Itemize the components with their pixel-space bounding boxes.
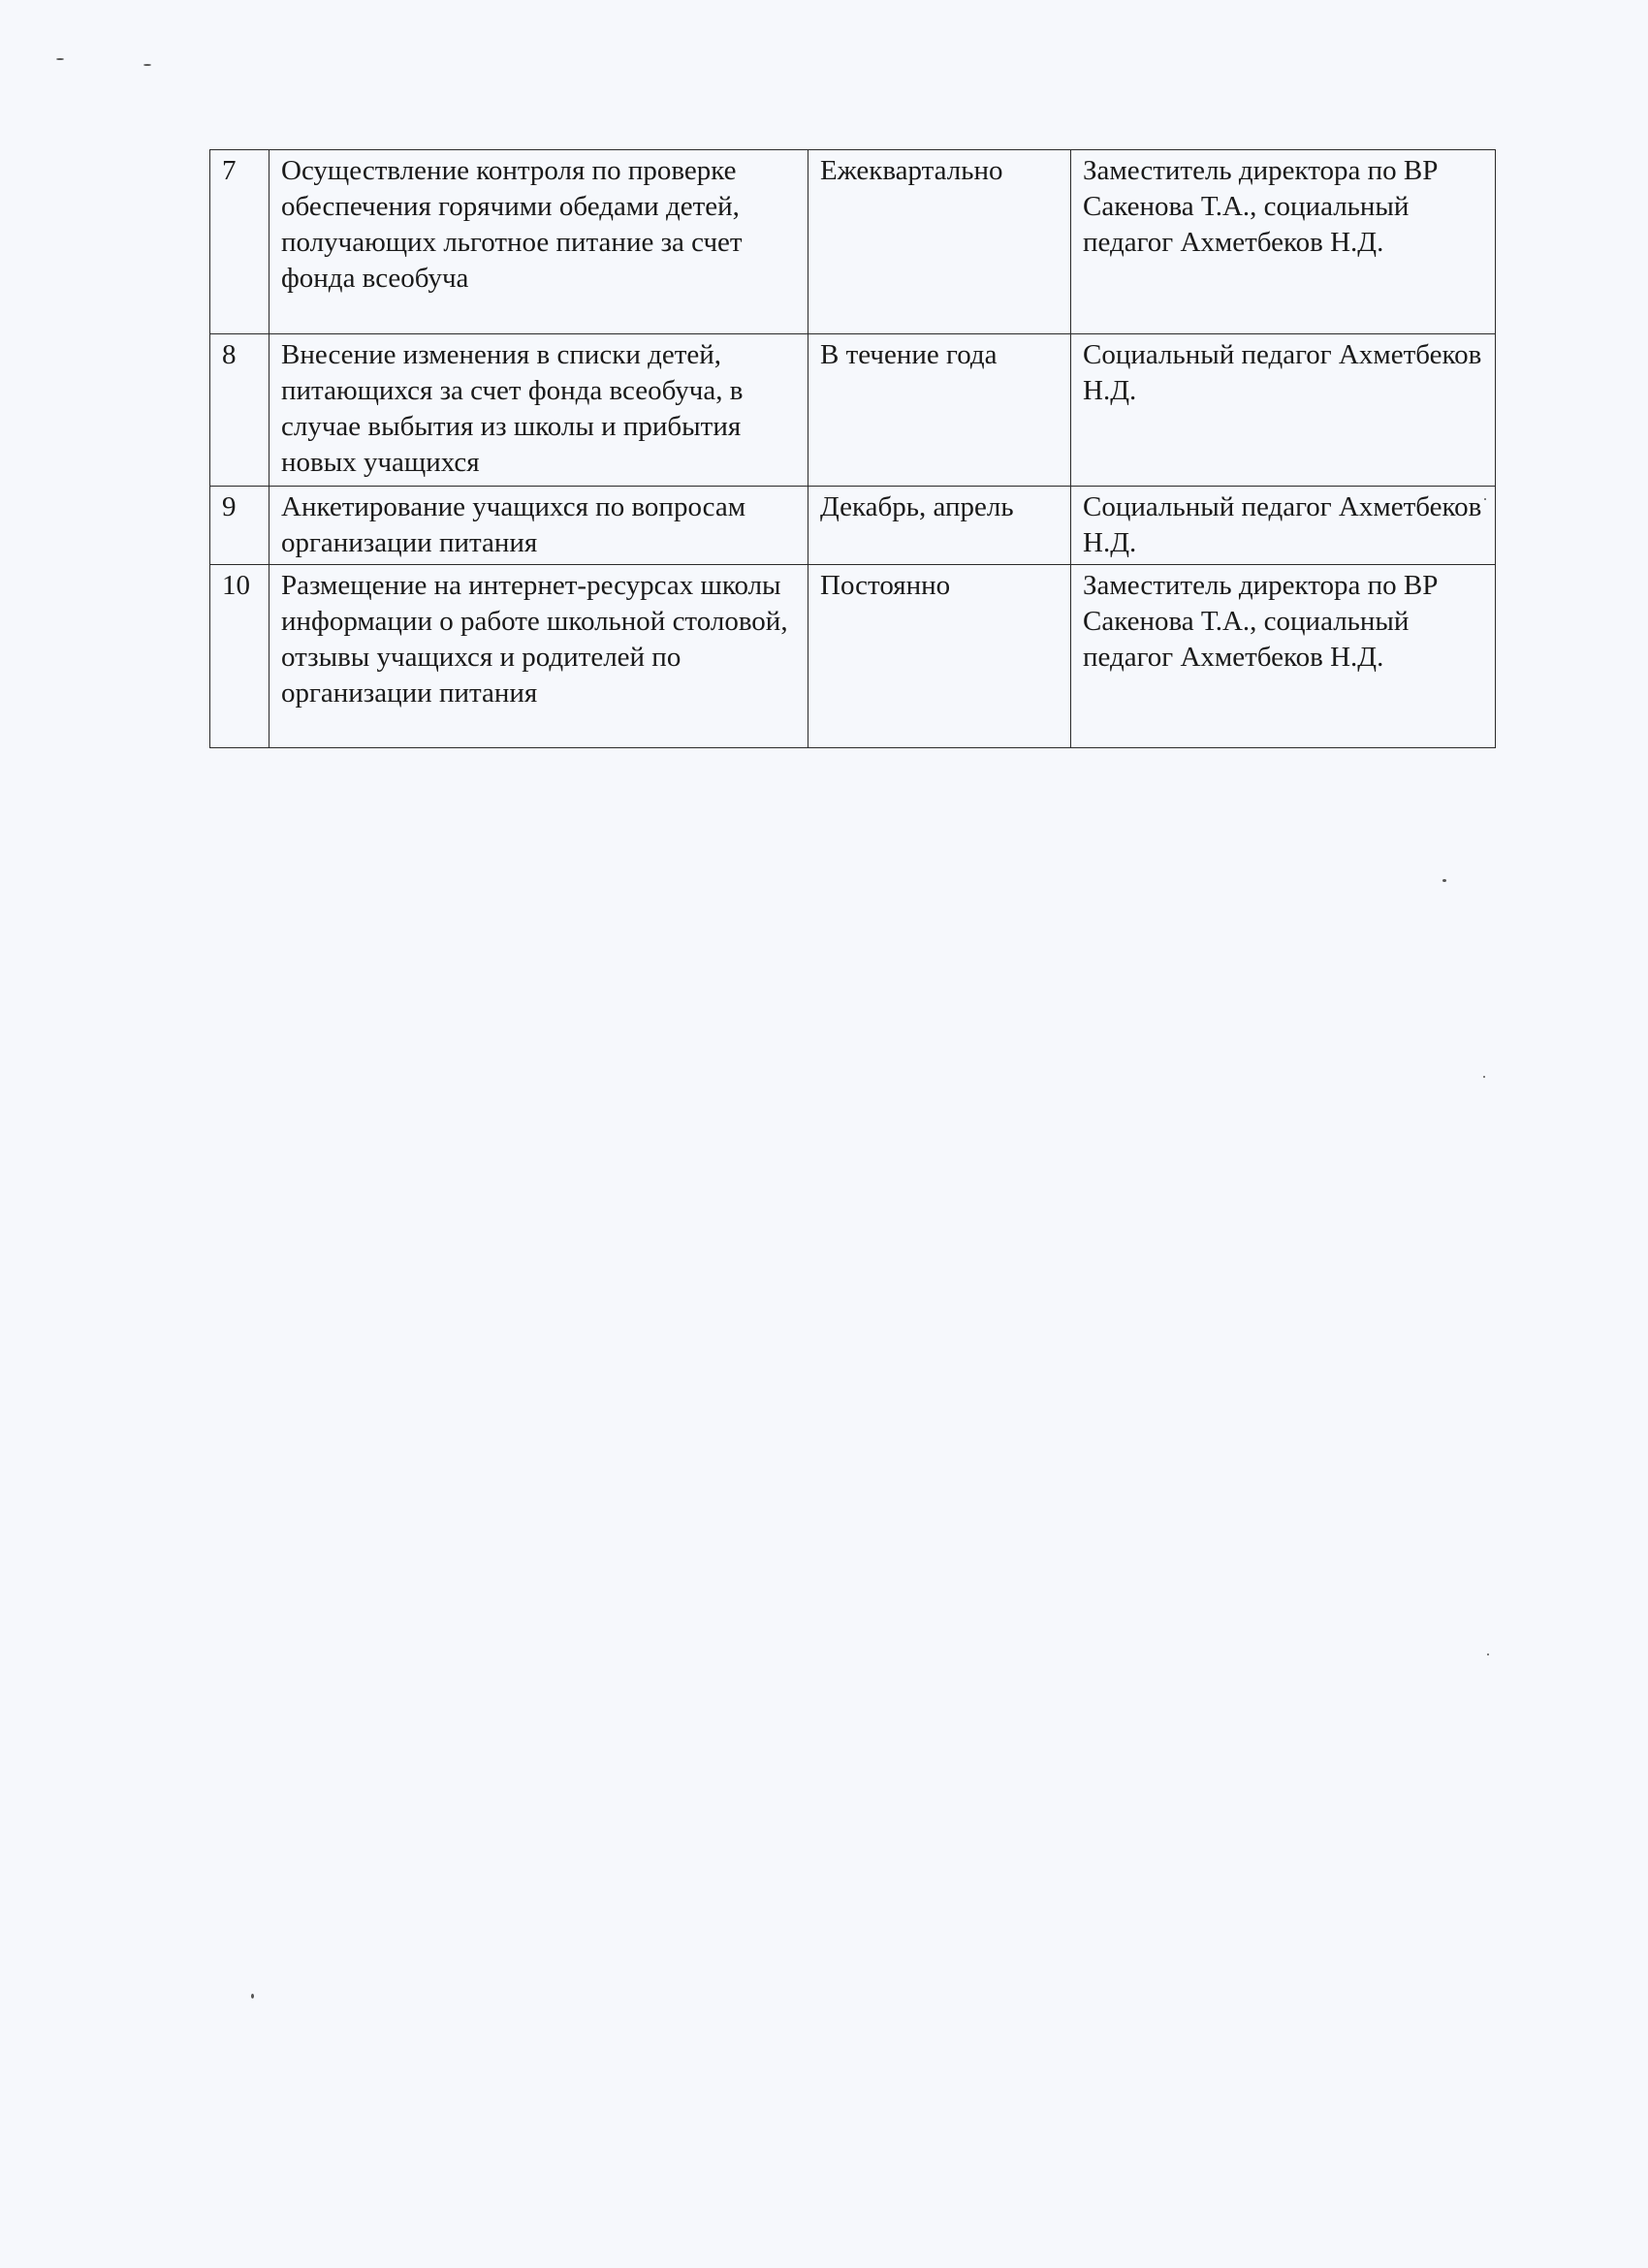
scan-speck	[1484, 498, 1486, 500]
scan-speck	[251, 1994, 254, 1999]
table-row	[210, 565, 1496, 748]
table-row	[210, 487, 1496, 565]
table-row	[210, 334, 1496, 487]
row-number: 8	[210, 334, 269, 487]
activity-cell: Внесение изменения в списки детей, питающихся за счет фонда всеобуча, в случае выбытия из школы и прибытия новых учащихся	[269, 334, 808, 487]
activity-cell: Размещение на интернет-ресурсах школы информации о работе школьной столовой, отзывы учащихся и родителей по организации питания	[269, 565, 808, 748]
responsible-cell: Социальный педагог Ахметбеков Н.Д.	[1071, 334, 1496, 487]
table-row	[210, 150, 1496, 334]
scan-speck	[143, 64, 151, 66]
row-number: 9	[210, 487, 269, 565]
activity-plan-table	[209, 149, 1496, 748]
activity-cell: Анкетирование учащихся по вопросам организации питания	[269, 487, 808, 565]
row-number: 10	[210, 565, 269, 748]
scan-speck	[1442, 879, 1446, 882]
scan-speck	[56, 58, 64, 60]
responsible-cell: Заместитель директора по ВР Сакенова Т.А., социальный педагог Ахметбеков Н.Д.	[1071, 565, 1496, 748]
scan-speck	[1487, 1654, 1489, 1655]
term-cell: Постоянно	[808, 565, 1071, 748]
term-cell: В течение года	[808, 334, 1071, 487]
responsible-cell: Социальный педагог Ахметбеков Н.Д.	[1071, 487, 1496, 565]
term-cell: Декабрь, апрель	[808, 487, 1071, 565]
activity-cell: Осуществление контроля по проверке обеспечения горячими обедами детей, получающих льготное питание за счет фонда всеобуча	[269, 150, 808, 334]
term-cell: Ежеквартально	[808, 150, 1071, 334]
responsible-cell: Заместитель директора по ВР Сакенова Т.А., социальный педагог Ахметбеков Н.Д.	[1071, 150, 1496, 334]
row-number: 7	[210, 150, 269, 334]
scan-speck	[1483, 1076, 1485, 1078]
